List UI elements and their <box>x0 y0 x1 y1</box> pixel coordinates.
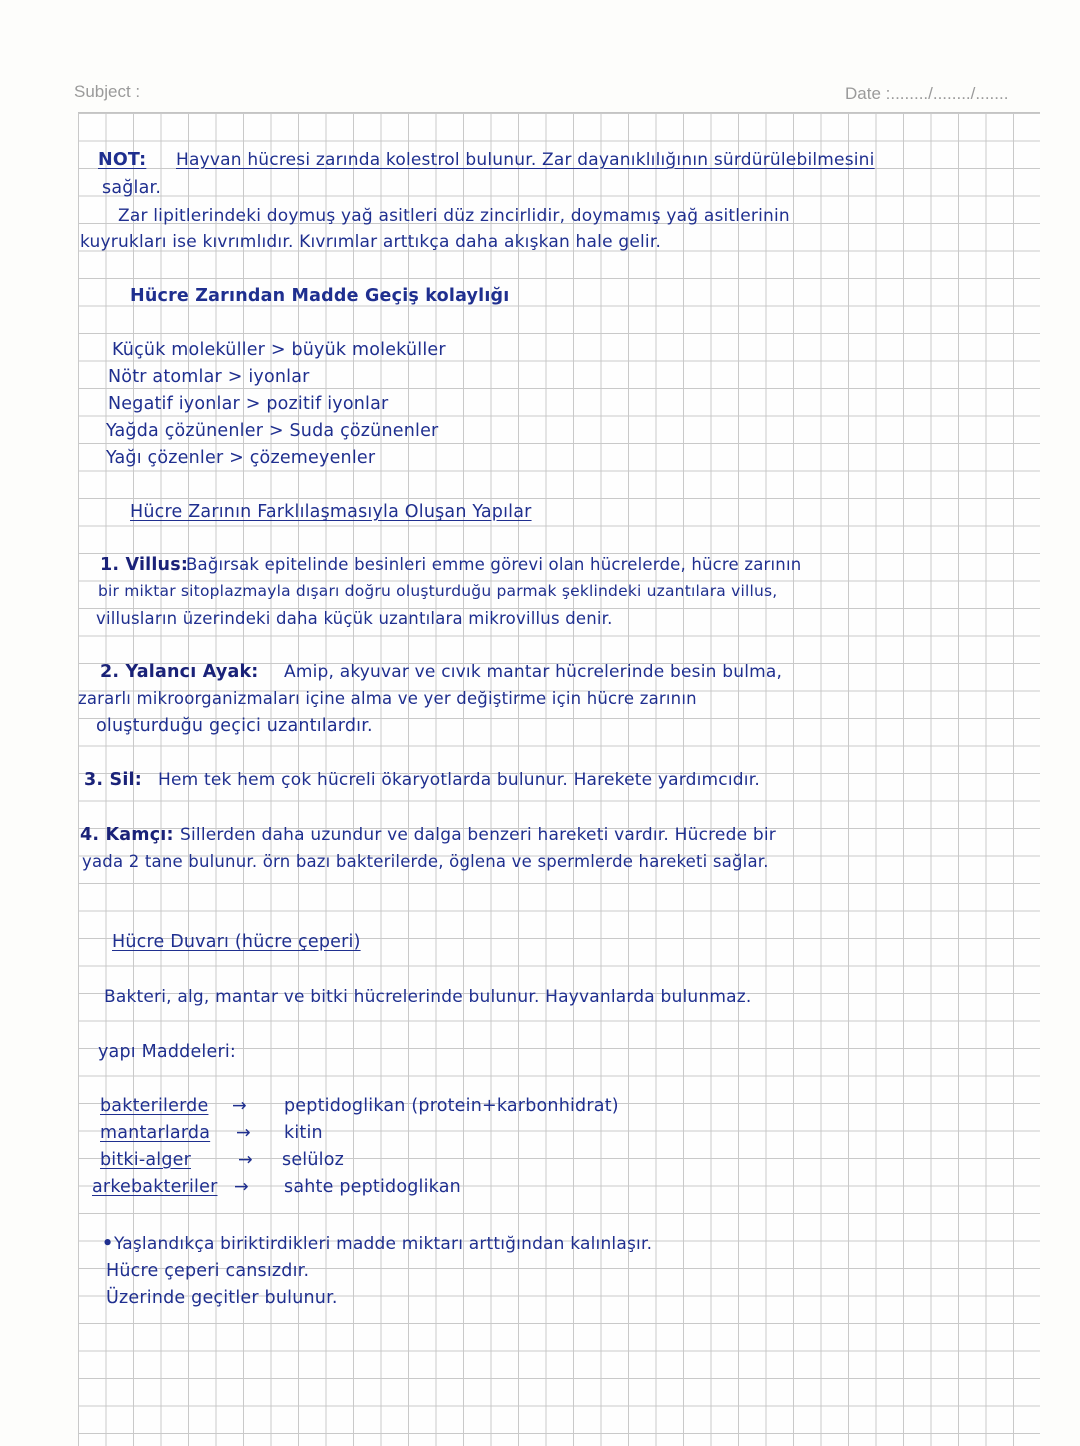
flagellum-line-1: Sillerden daha uzundur ve dalga benzeri hareketi vardır. Hücrede bir <box>180 825 776 845</box>
passage-item-2: Nötr atomlar > iyonlar <box>108 367 310 387</box>
material-name-2: kitin <box>284 1123 323 1143</box>
material-name-4: sahte peptidoglikan <box>284 1177 461 1197</box>
bullet-icon: • <box>102 1234 114 1254</box>
date-label: Date :......../......../....... <box>845 84 1009 103</box>
pseudopod-line-2: zararlı mikroorganizmaları içine alma ve yer değiştirme için hücre zarının <box>78 689 697 708</box>
passage-item-5: Yağı çözenler > çözemeyenler <box>106 448 376 468</box>
pseudopod-label: 2. Yalancı Ayak: <box>100 662 259 682</box>
passage-item-1: Küçük moleküller > büyük moleküller <box>112 340 446 360</box>
villus-label: 1. Villus: <box>100 555 189 575</box>
materials-title: yapı Maddeleri: <box>98 1042 237 1062</box>
material-name-3: selüloz <box>282 1150 344 1170</box>
material-organism-4: arkebakteriler <box>92 1177 218 1197</box>
villus-line-3: villusların üzerindeki daha küçük uzantılara mikrovillus denir. <box>96 609 613 628</box>
membrane-passage-title: Hücre Zarından Madde Geçiş kolaylığı <box>130 286 510 306</box>
cell-wall-title: Hücre Duvarı (hücre çeperi) <box>112 932 361 952</box>
passage-item-4: Yağda çözünenler > Suda çözünenler <box>106 421 439 441</box>
pseudopod-line-1: Amip, akyuvar ve cıvık mantar hücrelerinde besin bulma, <box>284 662 783 682</box>
passage-item-3: Negatif iyonlar > pozitif iyonlar <box>108 394 389 414</box>
note-line-4: kuyrukları ise kıvrımlıdır. Kıvrımlar arttıkça daha akışkan hale gelir. <box>80 232 662 252</box>
arrow-icon: → <box>238 1150 253 1170</box>
flagellum-line-2: yada 2 tane bulunur. örn bazı bakterilerde, öglena ve spermlerde hareketi sağlar. <box>82 852 769 871</box>
cell-wall-note-2: Hücre çeperi cansızdır. <box>106 1261 310 1281</box>
flagellum-label: 4. Kamçı: <box>80 825 174 845</box>
structures-title: Hücre Zarının Farklılaşmasıyla Oluşan Yapılar <box>130 502 532 522</box>
material-organism-3: bitki-alger <box>100 1150 191 1170</box>
cell-wall-note-3: Üzerinde geçitler bulunur. <box>106 1288 338 1308</box>
cell-wall-note-1: Yaşlandıkça biriktirdikleri madde miktarı arttığından kalınlaşır. <box>114 1234 653 1254</box>
note-line-2: sağlar. <box>102 178 162 198</box>
cilia-label: 3. Sil: <box>84 770 142 790</box>
note-line-3: Zar lipitlerindeki doymuş yağ asitleri düz zincirlidir, doymamış yağ asitlerinin <box>118 206 790 226</box>
subject-label: Subject : <box>74 82 141 101</box>
note-label: NOT: <box>98 150 147 170</box>
material-organism-1: bakterilerde <box>100 1096 209 1116</box>
villus-line-1: Bağırsak epitelinde besinleri emme görevi olan hücrelerde, hücre zarının <box>186 555 802 574</box>
arrow-icon: → <box>236 1123 251 1143</box>
cell-wall-line-1: Bakteri, alg, mantar ve bitki hücrelerinde bulunur. Hayvanlarda bulunmaz. <box>104 987 752 1007</box>
villus-line-2: bir miktar sitoplazmayla dışarı doğru oluşturduğu parmak şeklindeki uzantılara villus, <box>98 582 778 600</box>
arrow-icon: → <box>232 1096 247 1116</box>
note-line-1: Hayvan hücresi zarında kolestrol bulunur. Zar dayanıklılığının sürdürülebilmesini <box>176 150 875 170</box>
material-organism-2: mantarlarda <box>100 1123 211 1143</box>
material-name-1: peptidoglikan (protein+karbonhidrat) <box>284 1096 619 1116</box>
cilia-line-1: Hem tek hem çok hücreli ökaryotlarda bulunur. Harekete yardımcıdır. <box>158 770 760 790</box>
arrow-icon: → <box>234 1177 249 1197</box>
pseudopod-line-3: oluşturduğu geçici uzantılardır. <box>96 716 373 736</box>
